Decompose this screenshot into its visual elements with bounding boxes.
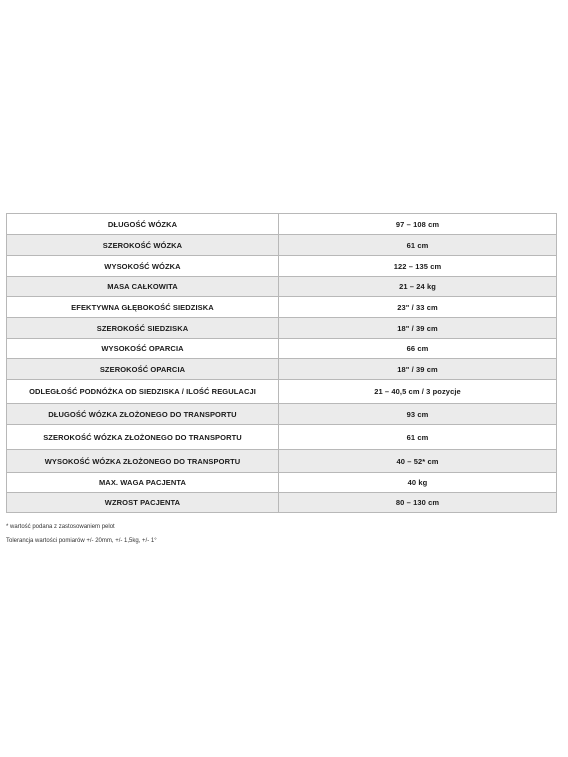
spec-label: DŁUGOŚĆ WÓZKA ZŁOŻONEGO DO TRANSPORTU [7, 404, 279, 425]
spec-label: EFEKTYWNA GŁĘBOKOŚĆ SIEDZISKA [7, 297, 279, 318]
spec-label: WZROST PACJENTA [7, 493, 279, 513]
spec-label: MASA CAŁKOWITA [7, 277, 279, 297]
spec-value: 97 – 108 cm [279, 214, 557, 235]
spec-value: 61 cm [279, 425, 557, 450]
spec-value: 21 – 40,5 cm / 3 pozycje [279, 380, 557, 404]
spec-value: 21 – 24 kg [279, 277, 557, 297]
spec-label: WYSOKOŚĆ OPARCIA [7, 339, 279, 359]
table-row [7, 404, 557, 425]
footnote: * wartość podana z zastosowaniem pelot [6, 524, 115, 530]
spec-label: WYSOKOŚĆ WÓZKA [7, 256, 279, 277]
spec-value: 18" / 39 cm [279, 318, 557, 339]
table-row [7, 339, 557, 359]
spec-label: MAX. WAGA PACJENTA [7, 473, 279, 493]
spec-label: SZEROKOŚĆ OPARCIA [7, 359, 279, 380]
spec-label: SZEROKOŚĆ SIEDZISKA [7, 318, 279, 339]
spec-value: 40 – 52* cm [279, 450, 557, 473]
spec-label: SZEROKOŚĆ WÓZKA ZŁOŻONEGO DO TRANSPORTU [7, 425, 279, 450]
spec-value: 18" / 39 cm [279, 359, 557, 380]
notes [6, 520, 157, 548]
tolerance-note: Tolerancja wartości pomiarów +/- 20mm, +/- 1,5kg, +/- 1° [6, 538, 157, 544]
spec-label: DŁUGOŚĆ WÓZKA [7, 214, 279, 235]
spec-value: 80 – 130 cm [279, 493, 557, 513]
table-row [7, 380, 557, 404]
table-row [7, 214, 557, 235]
spec-table-body [7, 214, 557, 513]
table-row [7, 297, 557, 318]
spec-label: ODLEGŁOŚĆ PODNÓŻKA OD SIEDZISKA / ILOŚĆ REGULACJI [7, 380, 279, 404]
spec-table [6, 213, 557, 513]
table-row [7, 493, 557, 513]
spec-value: 23" / 33 cm [279, 297, 557, 318]
table-row [7, 256, 557, 277]
spec-value: 40 kg [279, 473, 557, 493]
table-row [7, 473, 557, 493]
spec-value: 61 cm [279, 235, 557, 256]
table-row [7, 450, 557, 473]
spec-value: 93 cm [279, 404, 557, 425]
spec-label: WYSOKOŚĆ WÓZKA ZŁOŻONEGO DO TRANSPORTU [7, 450, 279, 473]
spec-label: SZEROKOŚĆ WÓZKA [7, 235, 279, 256]
table-row [7, 318, 557, 339]
table-row [7, 235, 557, 256]
table-row [7, 359, 557, 380]
spec-value: 122 – 135 cm [279, 256, 557, 277]
spec-value: 66 cm [279, 339, 557, 359]
table-row [7, 277, 557, 297]
table-row [7, 425, 557, 450]
